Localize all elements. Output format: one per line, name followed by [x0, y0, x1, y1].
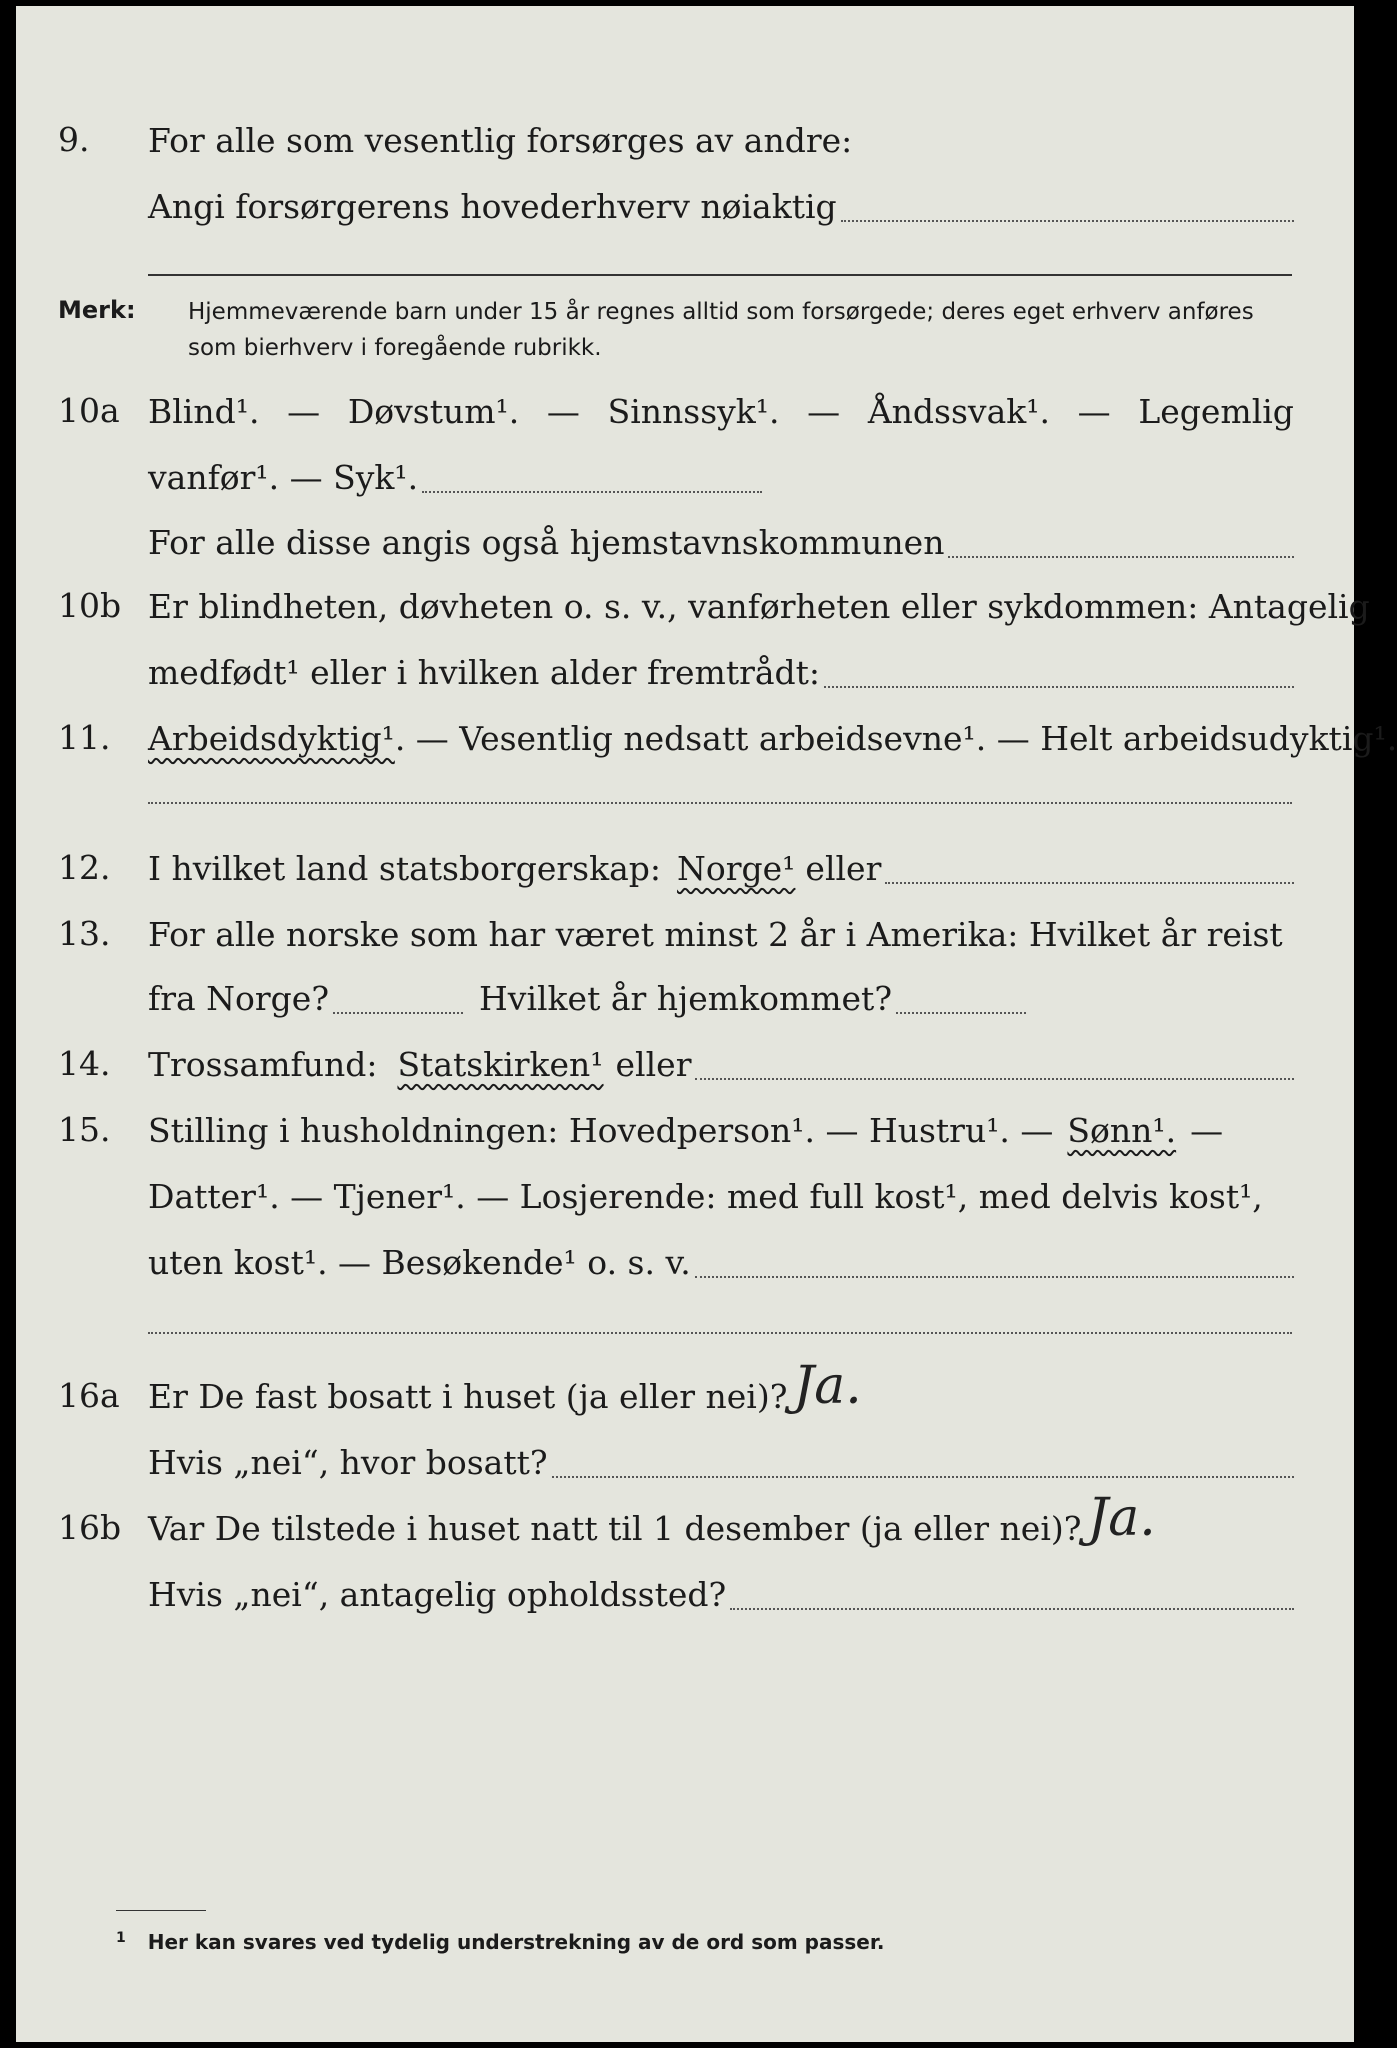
q14-eller: eller: [615, 1044, 692, 1084]
q14-field[interactable]: [695, 1048, 1294, 1080]
q16a-where-label: Hvis „nei“, hvor bosatt?: [148, 1442, 548, 1482]
q12-field[interactable]: [885, 852, 1294, 884]
q16a-where-field[interactable]: [552, 1446, 1294, 1478]
q9-provider-label: Angi forsørgerens hovederhverv nøiaktig: [148, 186, 837, 226]
separator-line: [148, 1332, 1292, 1334]
q16a-question: Er De fast bosatt i huset (ja eller nei)?: [148, 1376, 788, 1416]
q10b-row-1: [16, 576, 1370, 636]
option-norge[interactable]: Norge¹: [677, 848, 796, 888]
q10b-number: 10b: [58, 586, 122, 625]
q11-number: 11.: [58, 718, 111, 757]
q10b-label: medfødt¹ eller i hvilken alder fremtrådt:: [148, 652, 821, 692]
q10b-field[interactable]: [824, 656, 1294, 688]
dash: —: [1190, 1110, 1224, 1150]
q12-row: [16, 838, 1354, 898]
footnote-mark: 1: [116, 1930, 126, 1946]
q10a-row-3: [16, 512, 1354, 572]
q13-question: For alle norske som har været minst 2 år i Amerika: Hvilket år reist: [148, 914, 1283, 954]
q16a-row-1: [16, 1356, 1354, 1426]
separator-line: [148, 802, 1292, 804]
dash: —: [807, 391, 841, 431]
q15-row-2: [16, 1166, 1354, 1226]
q12-question: I hvilket land statsborgerskap:: [148, 848, 662, 888]
q13-returned-label: Hvilket år hjemkommet?: [479, 978, 893, 1018]
q10a-number: 10a: [58, 391, 120, 430]
q11-options[interactable]: . — Vesentlig nedsatt arbeidsevne¹. — Helt arbeidsudyktig¹.: [394, 718, 1397, 758]
merk-text: Hjemmeværende barn under 15 år regnes alltid som forsørgede; deres eget erhverv anføres som bierhverv i foregående rubrikk.: [188, 299, 1254, 361]
q10a-field[interactable]: [422, 461, 762, 493]
q15-row-3: [16, 1232, 1354, 1292]
q15-row-1: [16, 1100, 1354, 1160]
q9-row-2: [16, 176, 1354, 236]
option-sonn[interactable]: Sønn¹.: [1067, 1110, 1177, 1150]
option-vanfor-syk[interactable]: vanfør¹. — Syk¹.: [148, 457, 419, 497]
q15-question: Stilling i husholdningen: Hovedperson¹. — Hustru¹. —: [148, 1110, 1054, 1150]
census-form-page: [16, 6, 1397, 2042]
q16b-where-label: Hvis „nei“, antagelig opholdssted?: [148, 1574, 727, 1614]
option-legemlig[interactable]: Legemlig: [1138, 391, 1294, 431]
q14-number: 14.: [58, 1044, 111, 1083]
q16a-number: 16a: [58, 1376, 120, 1415]
q16b-question: Var De tilstede i huset natt til 1 desember (ja eller nei)?: [148, 1508, 1082, 1548]
hjemstavn-field[interactable]: [948, 526, 1294, 558]
q10a-row-1: [16, 381, 1354, 441]
dash: —: [546, 391, 580, 431]
q15-options[interactable]: Datter¹. — Tjener¹. — Losjerende: med full kost¹, med delvis kost¹,: [148, 1176, 1263, 1216]
footnote-rule: [116, 1910, 206, 1911]
q9-number: 9.: [58, 120, 90, 159]
q14-row: [16, 1034, 1354, 1094]
q9-question: For alle som vesentlig forsørges av andre:: [148, 120, 853, 160]
q16b-handwritten-answer[interactable]: Ja.: [1087, 1488, 1156, 1548]
q10b-question: Er blindheten, døvheten o. s. v., vanførheten eller sykdommen: Antagelig: [148, 586, 1370, 626]
q13-departed-label: fra Norge?: [148, 978, 330, 1018]
q9-row-1: [16, 110, 1354, 170]
q16b-number: 16b: [58, 1508, 122, 1547]
option-sinnssyk[interactable]: Sinnssyk¹.: [607, 391, 780, 431]
q13-row-2: [16, 968, 1354, 1028]
option-andssvak[interactable]: Åndssvak¹.: [867, 391, 1050, 431]
q13-departed-field[interactable]: [333, 982, 463, 1014]
merk-label: Merk:: [58, 296, 136, 324]
q10b-row-2: [16, 642, 1354, 702]
hjemstavn-label: For alle disse angis også hjemstavnskommunen: [148, 522, 945, 562]
q16b-row-2: [16, 1564, 1354, 1624]
q12-eller: eller: [805, 848, 882, 888]
dash: —: [1077, 391, 1111, 431]
q15-number: 15.: [58, 1110, 111, 1149]
q9-provider-field[interactable]: [841, 190, 1294, 222]
q16b-row-1: [16, 1488, 1354, 1558]
q13-number: 13.: [58, 914, 111, 953]
q15-options-2[interactable]: uten kost¹. — Besøkende¹ o. s. v.: [148, 1242, 691, 1282]
q10a-row-2: [16, 447, 1354, 507]
footnote: [116, 1930, 884, 1954]
q13-row-1: [16, 904, 1354, 964]
q16b-where-field[interactable]: [730, 1578, 1294, 1610]
option-blind[interactable]: Blind¹.: [148, 391, 260, 431]
separator-line: [148, 274, 1292, 276]
q11-row: [16, 708, 1397, 768]
q16a-handwritten-answer[interactable]: Ja.: [793, 1356, 862, 1416]
q16a-row-2: [16, 1432, 1354, 1492]
dash: —: [287, 391, 321, 431]
option-statskirken[interactable]: Statskirken¹: [397, 1044, 604, 1084]
q14-question: Trossamfund:: [148, 1044, 378, 1084]
q12-number: 12.: [58, 848, 111, 887]
footnote-text: Her kan svares ved tydelig understrekning av de ord som passer.: [147, 1930, 885, 1954]
q15-field[interactable]: [695, 1246, 1294, 1278]
option-dovstum[interactable]: Døvstum¹.: [347, 391, 520, 431]
q13-returned-field[interactable]: [896, 982, 1026, 1014]
option-arbeidsdyktig[interactable]: Arbeidsdyktig¹: [148, 718, 395, 758]
